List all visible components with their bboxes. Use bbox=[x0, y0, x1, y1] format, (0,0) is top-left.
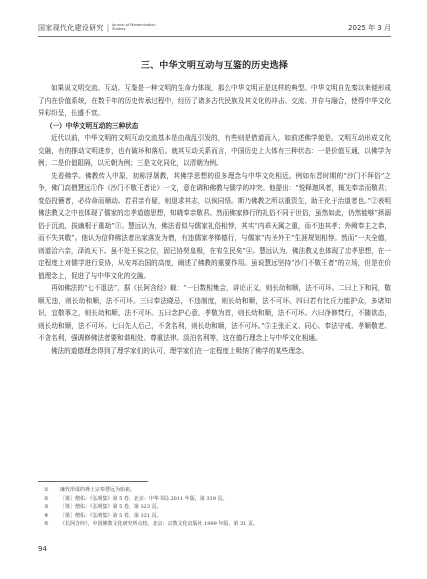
footnote bbox=[38, 520, 391, 529]
footnote bbox=[38, 495, 391, 504]
issue-date: 2025 年 3 月 bbox=[348, 24, 391, 32]
footnote bbox=[38, 486, 391, 495]
running-header bbox=[38, 20, 391, 37]
section-title: 三、中华文明互动与互鉴的历史选择 bbox=[140, 61, 289, 71]
paragraph: 先看佛学。佛教传入中原，初称浮屠教，其佛学思想的很多理念与中华文化相近。例如东晋时期的“沙门不拜俗”之争，佛门高僧慧远①作《沙门不敬王者论》一文，意在调和佛教与儒学的冲突。他提出：“悦释迦风者，辄先奉亲而敬君；变俗投簪者，必待命而顺动。若君亲有疑，则退求其志，以俟同悟。斯乃佛教之所以重资生，助王化于治道者也。”②表明佛法教义之中也体现了儒家的忠孝道德思想，知晓奉亲敬君。然而佛家修行的礼俗不同于世俗，虽然如此，仍然能够“拯溺俗于沉流，拔幽根于重劫”③。慧远认为，佛法看似与儒家礼俗相悖，其实“内乖天属之重，而不违其孝；外阙奉主之恭，而不失其敬”。他认为信仰佛法者出家落发为僧，有违儒家孝悌德行，与儒家“内圣外王”生涯规划相悖。然而“一夫全德，则道洽六亲，泽流天下。虽不处王侯之位，固已协契皇极，在宥生民矣”④。慧远认为，佛法教义也体现了忠孝思想，在一定程度上对儒学进行妥协，从安邦治国的高度，阐述了佛教的重要作用。虽说慧远坚持“沙门不敬王者”的立场，但是在价值理念上，促进了与中华文化的交融。 bbox=[38, 171, 391, 280]
paragraph-intro: 如果说文明交流、互动、互鉴是一种文明的生命力体现，那么中华文明正是这样的典型。中华文明自先秦以来便形成了内在价值系统，在数千年的历史传承过程中，经历了诸多古代民族及其文化的冲击、交流、并存与融合，使得中华文化异彩纷呈，长盛不衰。 bbox=[38, 84, 391, 117]
footnote-mark: ① bbox=[44, 487, 49, 493]
journal-name-cn: 国家现代化建设研究 bbox=[38, 24, 104, 32]
paragraph: 近代以前，中华文明的文明互动交流基本是由战乱引发的，有些则是借道而入，如前述佛学便是。文明互动形成文化交融，有的推动文明进步，也有破坏和落后。就其互动关系而言，中国历史上大体有三种状态：一是价值互通，以佛学为例；二是价值阻隔，以元朝为例；三是文化同化，以清朝为例。 bbox=[38, 134, 391, 167]
journal-name bbox=[38, 23, 158, 33]
footnote-text: 廉代形成的禅士宗奉慧远为始祖。 bbox=[60, 487, 136, 493]
footnote-divider bbox=[38, 481, 148, 482]
page-number: 94 bbox=[38, 545, 47, 553]
paragraph: 再如佛法的“七不退法”，据《长阿含经》载：“一日数相集会，讲论正义，则长幼和顺，法不可坏。二曰上下和同，敬顺无违，则长幼和顺，法不可坏。三曰奉法晓忌，不违制度，则长幼和顺，法不可坏。四曰若有比丘力能护众，多诸知识，宜敬事之，则长幼和顺，法不可坏。五曰念护心意，孝敬为首，则长幼和顺，法不可坏。六曰净修梵行，不随欲态，则长幼和顺，法不可坏。七曰先人后己，不贪名利，则长幼和顺，法不可坏。”⑤主张正义、同心、奉法守戒、孝顺敬老、不贪名利，强调修佛法者要和谐相处、尊重法律。淡泊名利等，这在德行理念上与中华文化相通。 bbox=[38, 284, 391, 342]
footnote bbox=[38, 512, 391, 521]
subheading: （一）中华文明互动的三种状态 bbox=[46, 121, 139, 130]
body-text bbox=[38, 82, 391, 357]
footnote-text: ［梁］僧佑：《弘明集》第 5 卷，第 321 页。 bbox=[60, 512, 162, 519]
footnote-text: ［梁］僧佑：《弘明集》第 5 卷，第 323 页。 bbox=[60, 504, 162, 511]
paragraph: 佛法的道德理念得到了理学家们的认可，理学家们在一定程度上吸纳了佛学的某些理念。 bbox=[51, 346, 309, 355]
journal-name-en: Journal of Modernization Studies bbox=[112, 23, 156, 31]
footnote-mark: ④ bbox=[44, 512, 49, 519]
footnote-text: 《长阿含经》，中国佛教文化研究所点校，北京：宗教文化出版社 1999 年版，第 31 页。 bbox=[60, 521, 258, 528]
header-separator: | bbox=[106, 24, 110, 32]
footnote-mark: ② bbox=[44, 495, 49, 502]
footnote-mark: ③ bbox=[44, 504, 49, 511]
footnotes bbox=[38, 486, 391, 529]
footnote bbox=[38, 503, 391, 512]
footnote-mark: ⑤ bbox=[44, 521, 49, 528]
footnote-text: ［梁］僧佑：《弘明集》第 5 卷，北京：中华书局 2011 年版，第 319 页。 bbox=[60, 495, 228, 502]
